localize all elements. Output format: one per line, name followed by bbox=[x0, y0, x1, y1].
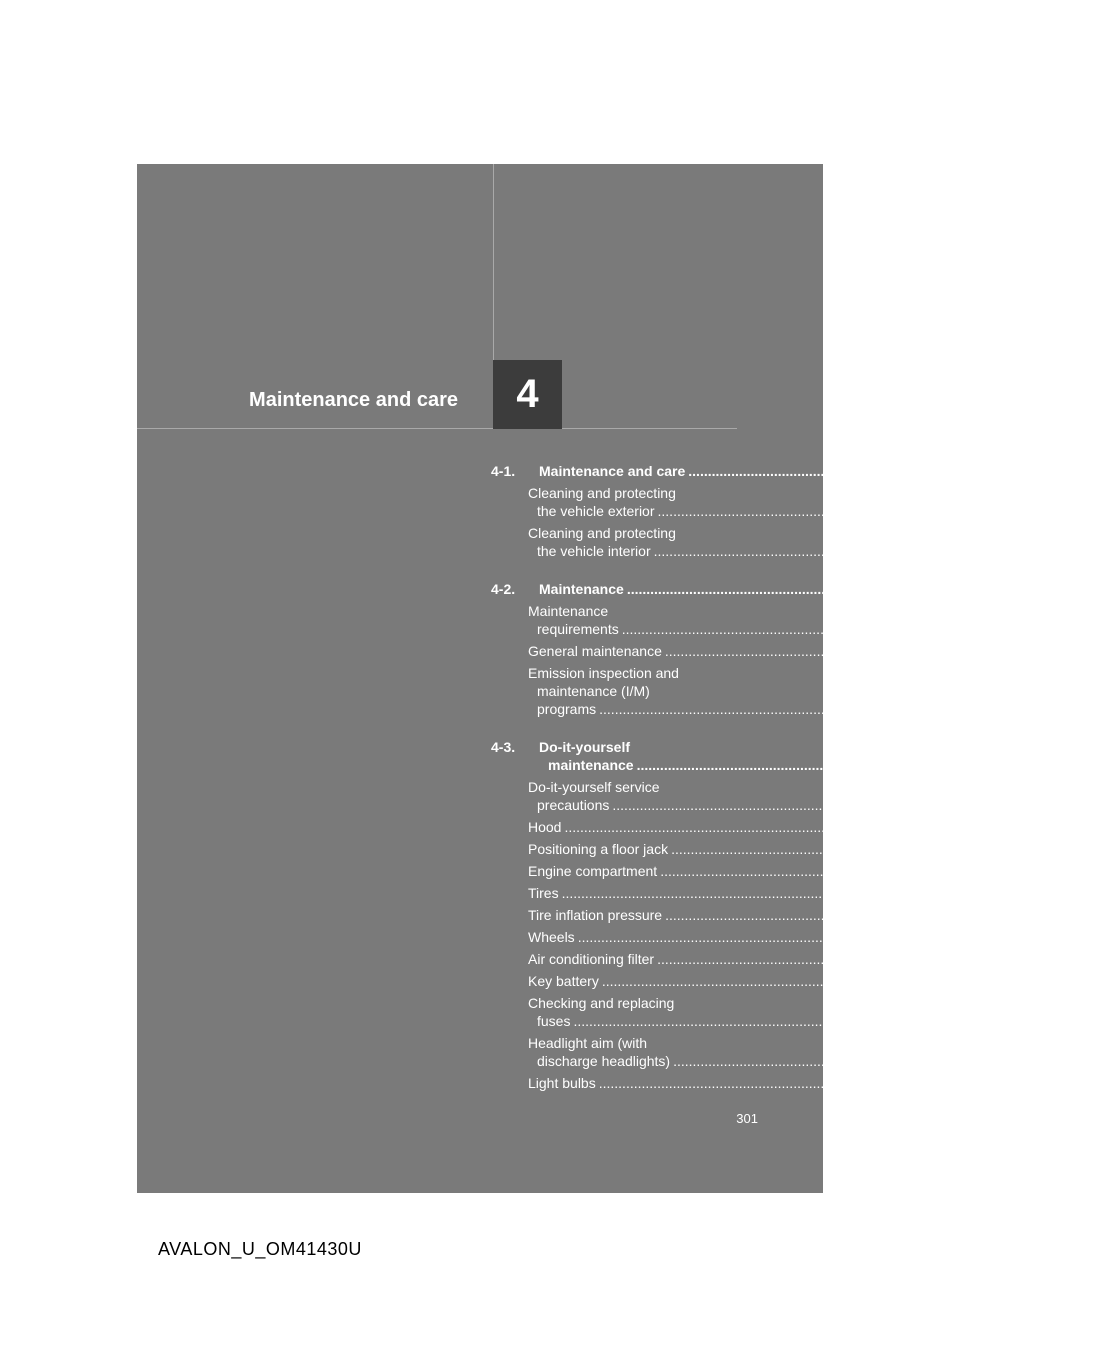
toc-line-title: maintenance bbox=[548, 757, 634, 773]
toc-line-title: Tires bbox=[528, 885, 559, 901]
section-gap bbox=[480, 560, 740, 580]
section-number: 4-1. bbox=[491, 463, 516, 479]
toc-line bbox=[528, 950, 1089, 968]
toc-entry[interactable] bbox=[528, 642, 1097, 660]
toc-line bbox=[528, 840, 1103, 858]
toc-line-title: General maintenance bbox=[528, 643, 662, 659]
toc-line bbox=[528, 928, 1010, 946]
toc-line-title: Tire inflation pressure bbox=[528, 907, 663, 923]
toc-section bbox=[480, 580, 1097, 718]
toc-line bbox=[539, 580, 1058, 598]
toc-entry[interactable] bbox=[528, 1074, 1031, 1092]
toc-entry[interactable] bbox=[528, 884, 994, 902]
toc-leader-dots bbox=[665, 642, 1070, 660]
toc-leader-dots bbox=[657, 950, 1062, 968]
toc-page-ref: 308 bbox=[1029, 621, 1054, 637]
toc-line-title: Light bulbs bbox=[528, 1075, 596, 1091]
entry-title-first: Maintenance bbox=[528, 603, 609, 619]
toc-line bbox=[528, 642, 1097, 660]
section-number: 4-2. bbox=[491, 581, 516, 597]
toc-entry[interactable] bbox=[528, 524, 1086, 560]
toc-page-ref: 354 bbox=[1010, 973, 1034, 989]
section-heading-body bbox=[539, 462, 1120, 480]
toc-section bbox=[480, 738, 1105, 1092]
toc-line-title: Positioning a floor jack bbox=[528, 841, 669, 857]
section-gap bbox=[480, 718, 740, 738]
toc-line-title: the vehicle interior bbox=[537, 543, 651, 559]
toc-leader-dots bbox=[637, 756, 1042, 774]
toc-line-title: Key battery bbox=[528, 973, 599, 989]
toc-page-ref: 302 bbox=[1096, 463, 1120, 479]
entry-title-first: Cleaning and protecting bbox=[528, 485, 676, 501]
toc-line-title: Maintenance and care bbox=[539, 463, 686, 479]
toc-leader-dots bbox=[578, 928, 983, 946]
toc-entry[interactable] bbox=[528, 862, 1092, 880]
section-title-first: Do-it-yourself bbox=[539, 739, 630, 755]
toc-page-ref: 305 bbox=[1061, 543, 1086, 559]
toc-line-title: programs bbox=[537, 701, 597, 717]
toc-leader-dots bbox=[622, 620, 1027, 638]
chapter-title: Maintenance and care bbox=[249, 389, 458, 411]
toc-line-title: Air conditioning filter bbox=[528, 951, 655, 967]
entry-title-first: Headlight aim (with bbox=[528, 1035, 648, 1051]
toc-leader-dots bbox=[688, 462, 1093, 480]
section-heading[interactable] bbox=[480, 462, 1120, 480]
toc-leader-dots bbox=[658, 502, 1063, 520]
section-heading-body bbox=[539, 738, 1068, 774]
toc-leader-dots bbox=[599, 1074, 1004, 1092]
toc-entry[interactable] bbox=[528, 840, 1103, 858]
toc-line bbox=[539, 462, 1120, 480]
toc-leader-dots bbox=[654, 542, 1059, 560]
section-number: 4-3. bbox=[491, 739, 516, 755]
toc-leader-dots bbox=[673, 1052, 1078, 1070]
section-entries bbox=[480, 602, 1097, 718]
toc-line-title: Hood bbox=[528, 819, 562, 835]
toc-section bbox=[480, 462, 1120, 560]
toc-entry[interactable] bbox=[528, 484, 1090, 520]
toc-line-title: fuses bbox=[537, 1013, 571, 1029]
toc-page-ref: 349 bbox=[985, 929, 1010, 945]
toc-line-title: Engine compartment bbox=[528, 863, 658, 879]
toc-page-ref: 318 bbox=[1079, 841, 1103, 857]
toc-leader-dots bbox=[665, 906, 1070, 924]
section-heading[interactable] bbox=[480, 738, 1069, 774]
toc-line bbox=[528, 796, 1044, 814]
document-code: AVALON_U_OM41430U bbox=[158, 1239, 362, 1259]
toc-entry[interactable] bbox=[528, 1034, 1105, 1070]
toc-line bbox=[528, 862, 1092, 880]
toc-leader-dots bbox=[612, 796, 1017, 814]
toc-line bbox=[528, 502, 1090, 520]
toc-entry[interactable] bbox=[528, 994, 1005, 1030]
toc-leader-dots bbox=[562, 884, 967, 902]
toc-page-ref: 314 bbox=[1020, 797, 1044, 813]
toc-line bbox=[528, 700, 1031, 718]
toc-line bbox=[528, 542, 1086, 560]
chapter-number-box bbox=[493, 360, 562, 429]
toc-line bbox=[528, 1012, 1005, 1030]
toc-page-ref: 313 bbox=[1007, 701, 1031, 717]
toc-line bbox=[539, 756, 1068, 774]
toc-page-ref: 369 bbox=[1006, 1075, 1031, 1091]
toc-page-ref: 314 bbox=[1044, 757, 1069, 773]
toc-page-ref: 358 bbox=[981, 1013, 1005, 1029]
toc-page-ref: 336 bbox=[969, 885, 994, 901]
toc-line-title: Maintenance bbox=[539, 581, 624, 597]
toc-line-title: the vehicle exterior bbox=[537, 503, 655, 519]
chapter-number: 4 bbox=[516, 372, 539, 416]
toc-entry[interactable] bbox=[528, 972, 1034, 990]
toc-leader-dots bbox=[602, 972, 1007, 990]
toc-entry[interactable] bbox=[528, 906, 1097, 924]
toc-entry[interactable] bbox=[528, 778, 1044, 814]
toc-entry[interactable] bbox=[528, 602, 1054, 638]
section-heading[interactable] bbox=[480, 580, 1059, 598]
entry-title-first: Do-it-yourself service bbox=[528, 779, 660, 795]
toc-page-ref: 310 bbox=[1073, 643, 1097, 659]
section-entries bbox=[480, 778, 1105, 1092]
toc-line bbox=[528, 1052, 1105, 1070]
toc-line bbox=[528, 818, 996, 836]
toc-line bbox=[528, 1074, 1031, 1092]
table-of-contents bbox=[480, 462, 1120, 1092]
section-heading-body bbox=[539, 580, 1058, 598]
toc-entry[interactable] bbox=[528, 818, 996, 836]
toc-leader-dots bbox=[660, 862, 1065, 880]
entry-title-first: Cleaning and protecting bbox=[528, 525, 676, 541]
toc-page-ref: 320 bbox=[1068, 863, 1092, 879]
toc-line-title: requirements bbox=[537, 621, 619, 637]
entry-title-first: Checking and replacing bbox=[528, 995, 675, 1011]
section-entries bbox=[480, 484, 1090, 560]
toc-page-ref: 308 bbox=[1034, 581, 1059, 597]
entry-title-continued: maintenance (I/M) bbox=[537, 683, 650, 699]
toc-line bbox=[528, 620, 1054, 638]
toc-line bbox=[528, 884, 994, 902]
toc-line-title: Wheels bbox=[528, 929, 575, 945]
toc-page-ref: 351 bbox=[1065, 951, 1089, 967]
toc-leader-dots bbox=[573, 1012, 978, 1030]
toc-line-title: discharge headlights) bbox=[537, 1053, 671, 1069]
toc-page-ref: 317 bbox=[972, 819, 996, 835]
page-number: 301 bbox=[736, 1111, 758, 1126]
toc-page-ref: 345 bbox=[1073, 907, 1097, 923]
toc-entry[interactable] bbox=[528, 928, 1010, 946]
toc-leader-dots bbox=[564, 818, 969, 836]
toc-page-ref: 302 bbox=[1065, 503, 1090, 519]
toc-line bbox=[528, 972, 1034, 990]
toc-line bbox=[528, 906, 1097, 924]
entry-title-first: Emission inspection and bbox=[528, 665, 679, 681]
toc-leader-dots bbox=[599, 700, 1004, 718]
toc-line-title: precautions bbox=[537, 797, 610, 813]
toc-leader-dots bbox=[671, 840, 1076, 858]
toc-entry[interactable] bbox=[528, 950, 1089, 968]
toc-page-ref: 367 bbox=[1081, 1053, 1105, 1069]
toc-entry[interactable] bbox=[528, 664, 1031, 718]
panel-horizontal-divider bbox=[137, 428, 737, 429]
toc-leader-dots bbox=[627, 580, 1032, 598]
